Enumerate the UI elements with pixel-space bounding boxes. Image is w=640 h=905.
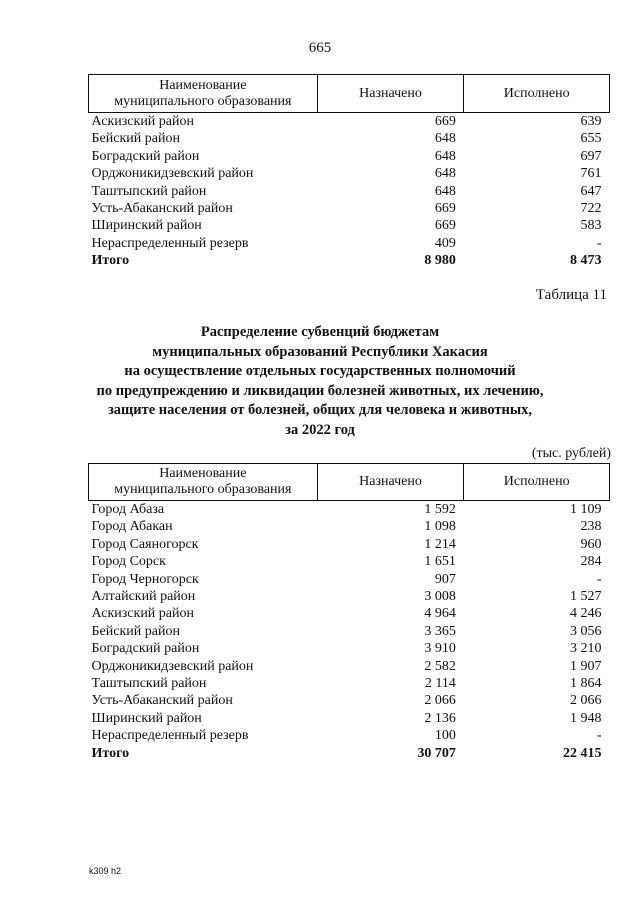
- units-label: (тыс. рублей): [531, 446, 611, 461]
- cell-assigned: 648: [434, 148, 456, 164]
- table-title-line: Распределение субвенций бюджетам: [200, 324, 440, 340]
- cell-assigned: 648: [434, 166, 456, 182]
- table-row: [89, 658, 610, 675]
- table-row: [89, 501, 610, 519]
- total-label: Итого: [91, 745, 130, 761]
- cell-name: Нераспределенный резерв: [91, 728, 249, 744]
- cell-executed: 3 210: [570, 641, 602, 657]
- table-subventions-1: [88, 74, 610, 270]
- table-header-row: [89, 75, 610, 113]
- cell-assigned: 669: [434, 201, 456, 217]
- column-header-executed: Исполнено: [464, 464, 610, 501]
- cell-name: Усть-Абаканский район: [91, 201, 233, 217]
- table-row: [89, 130, 610, 147]
- table-row: [89, 148, 610, 165]
- cell-executed: -: [596, 728, 602, 744]
- cell-assigned: 409: [434, 235, 456, 251]
- total-executed: 8 473: [570, 253, 602, 269]
- table-row: [89, 200, 610, 217]
- cell-executed: 639: [580, 114, 602, 129]
- cell-assigned: 2 136: [424, 710, 456, 726]
- table-row: [89, 217, 610, 234]
- table-title-line: на осуществление отдельных государственных полномочий: [124, 363, 516, 379]
- cell-assigned: 2 066: [424, 693, 456, 709]
- cell-name: Боградский район: [91, 148, 200, 164]
- column-header-name-line1: Наименование: [159, 466, 247, 481]
- column-header-name: [89, 75, 318, 113]
- cell-assigned: 2 582: [424, 658, 456, 674]
- table-subventions-2: [88, 463, 610, 762]
- cell-executed: 761: [580, 166, 602, 182]
- cell-executed: 1 527: [570, 589, 602, 605]
- table-row: [89, 165, 610, 182]
- cell-name: Таштыпский район: [91, 676, 207, 692]
- cell-executed: 697: [580, 148, 602, 164]
- cell-assigned: 648: [434, 131, 456, 147]
- table-row: [89, 588, 610, 605]
- column-header-name-line2: муниципального образования: [114, 482, 292, 497]
- table-row: [89, 183, 610, 200]
- cell-name: Город Абаза: [91, 502, 165, 517]
- cell-executed: 647: [580, 183, 602, 199]
- table-row: [89, 605, 610, 622]
- table-title-line: муниципальных образований Республики Хакасия: [152, 343, 488, 360]
- table-row: [89, 571, 610, 588]
- table-body: [89, 501, 610, 763]
- cell-executed: 655: [580, 131, 602, 147]
- cell-executed: 1 948: [570, 710, 602, 726]
- cell-executed: 1 109: [570, 502, 602, 517]
- table-body: [89, 113, 610, 270]
- cell-name: Орджоникидзевский район: [91, 166, 254, 182]
- cell-name: Орджоникидзевский район: [91, 658, 254, 674]
- cell-assigned: 1 214: [424, 536, 456, 552]
- cell-assigned: 1 651: [424, 554, 456, 570]
- cell-name: Ширинский район: [91, 710, 202, 726]
- cell-assigned: 1 592: [424, 502, 456, 517]
- table-row: [89, 727, 610, 744]
- cell-name: Город Черногорск: [91, 571, 199, 587]
- cell-assigned: 4 964: [424, 606, 456, 622]
- cell-assigned: 648: [434, 183, 456, 199]
- cell-name: Алтайский район: [91, 589, 196, 605]
- table-total-row: [89, 252, 610, 269]
- cell-assigned: 3 910: [424, 641, 456, 657]
- cell-assigned: 3 365: [424, 623, 456, 639]
- total-assigned: 30 707: [417, 745, 456, 761]
- table-title-line: по предупреждению и ликвидации болезней животных, их лечению,: [96, 382, 544, 399]
- cell-name: Ширинский район: [91, 218, 202, 234]
- cell-executed: -: [596, 235, 602, 251]
- table-title-line: за 2022 год: [285, 421, 355, 438]
- cell-executed: 1 864: [570, 676, 602, 692]
- column-header-name: [89, 464, 318, 501]
- table-row: [89, 518, 610, 535]
- table-row: [89, 553, 610, 570]
- cell-executed: 3 056: [570, 623, 602, 639]
- table-row: [89, 692, 610, 709]
- cell-assigned: 669: [434, 218, 456, 234]
- cell-name: Бейский район: [91, 623, 180, 639]
- total-label: Итого: [91, 253, 130, 269]
- table-title: [0, 323, 640, 440]
- cell-name: Город Саяногорск: [91, 536, 199, 552]
- cell-name: Город Сорск: [91, 554, 166, 570]
- column-header-name-line2: муниципального образования: [114, 93, 292, 109]
- cell-assigned: 100: [434, 728, 456, 744]
- cell-executed: 1 907: [570, 658, 602, 674]
- column-header-executed: Исполнено: [464, 75, 610, 113]
- cell-executed: 960: [580, 536, 602, 552]
- table-row: [89, 235, 610, 252]
- cell-name: Аскизский район: [91, 114, 194, 129]
- cell-assigned: 2 114: [424, 676, 456, 692]
- table-total-row: [89, 745, 610, 762]
- page-number: 665: [308, 40, 332, 56]
- table-row: [89, 710, 610, 727]
- cell-executed: 722: [580, 201, 602, 217]
- cell-assigned: 669: [434, 114, 456, 129]
- table-title-line: защите населения от болезней, общих для человека и животных,: [107, 402, 533, 418]
- column-header-name-line1: Наименование: [159, 77, 247, 93]
- cell-name: Аскизский район: [91, 606, 194, 622]
- cell-name: Усть-Абаканский район: [91, 693, 233, 709]
- table-header-row: [89, 464, 610, 501]
- table-row: [89, 623, 610, 640]
- cell-assigned: 907: [434, 571, 456, 587]
- cell-name: Нераспределенный резерв: [91, 235, 249, 251]
- table-label: Таблица 11: [535, 287, 607, 303]
- cell-name: Город Абакан: [91, 519, 173, 535]
- table-row: [89, 536, 610, 553]
- column-header-assigned: Назначено: [317, 75, 464, 113]
- table-row: [89, 675, 610, 692]
- cell-executed: 583: [580, 218, 602, 234]
- cell-assigned: 1 098: [424, 519, 456, 535]
- cell-executed: 4 246: [570, 606, 602, 622]
- cell-executed: 238: [580, 519, 602, 535]
- total-executed: 22 415: [563, 745, 602, 761]
- cell-name: Боградский район: [91, 641, 200, 657]
- footer-code: k309 h2: [89, 866, 122, 876]
- cell-name: Таштыпский район: [91, 183, 207, 199]
- cell-name: Бейский район: [91, 131, 180, 147]
- table-row: [89, 640, 610, 657]
- column-header-assigned: Назначено: [317, 464, 464, 501]
- total-assigned: 8 980: [424, 253, 456, 269]
- cell-assigned: 3 008: [424, 589, 456, 605]
- table-row: [89, 113, 610, 131]
- cell-executed: 2 066: [570, 693, 602, 709]
- cell-executed: 284: [580, 554, 602, 570]
- cell-executed: -: [596, 571, 602, 587]
